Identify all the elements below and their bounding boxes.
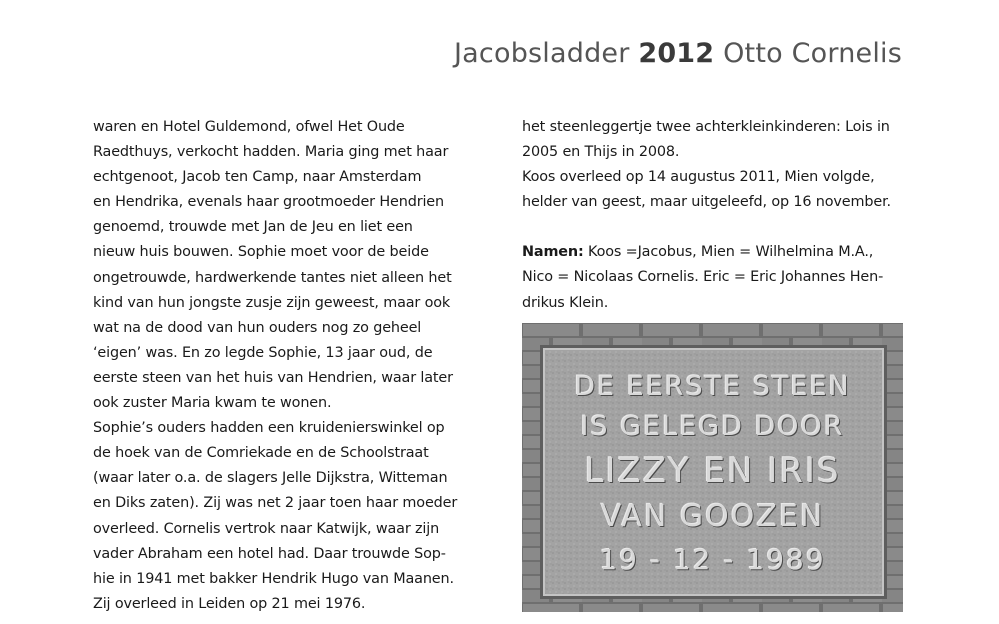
names-line: drikus Klein. [522, 294, 609, 311]
text-line: Sophie’s ouders hadden een kruidenierswinkel op [93, 420, 445, 437]
left-text-column [93, 115, 473, 617]
paragraph-gap [522, 215, 907, 240]
text-line: eerste steen van het huis van Hendrien, waar later [93, 369, 453, 386]
text-line: en Hendrika, evenals haar grootmoeder Hendrien [93, 194, 444, 211]
text-line: (waar later o.a. de slagers Jelle Dijkstra, Witteman [93, 470, 448, 487]
text-line: ook zuster Maria kwam te wonen. [93, 395, 332, 412]
names-label: Namen: [522, 244, 584, 261]
header-author: Otto Cornelis [723, 38, 902, 69]
stone-plaque-photo [522, 323, 903, 612]
text-line: Zij overleed in Leiden op 21 mei 1976. [93, 595, 366, 612]
text-line: waren en Hotel Guldemond, ofwel Het Oude [93, 119, 405, 135]
names-text: Koos =Jacobus, Mien = Wilhelmina M.A., [583, 244, 874, 261]
text-line: ‘eigen’ was. En zo legde Sophie, 13 jaar oud, de [93, 344, 433, 361]
text-line: ongetrouwde, hardwerkende tantes niet alleen het [93, 269, 452, 286]
inscription-line: VAN GOOZEN [600, 499, 825, 534]
text-line: de hoek van de Comriekade en de Schoolstraat [93, 445, 429, 462]
text-line: Raedthuys, verkocht hadden. Maria ging met haar [93, 144, 449, 161]
header-title: Jacobsladder [454, 38, 630, 69]
text-line: het steenleggertje twee achterkleinkinderen: Lois in [522, 119, 890, 135]
inscription-line: DE EERSTE STEEN [574, 371, 851, 402]
page-header [454, 38, 902, 69]
names-line [522, 240, 907, 265]
text-line: vader Abraham een hotel had. Daar trouwde Sop- [93, 545, 446, 562]
text-line: nieuw huis bouwen. Sophie moet voor de beide [93, 244, 429, 261]
header-year: 2012 [638, 38, 715, 69]
names-line: Nico = Nicolaas Cornelis. Eric = Eric Johannes Hen- [522, 269, 884, 286]
inscription-line: LIZZY EN IRIS [584, 451, 841, 491]
text-line: 2005 en Thijs in 2008. [522, 144, 680, 161]
text-line: Koos overleed op 14 augustus 2011, Mien volgde, [522, 169, 875, 186]
text-line: en Diks zaten). Zij was net 2 jaar toen haar moeder [93, 495, 458, 512]
inscription-line: IS GELEGD DOOR [580, 411, 845, 442]
text-line: wat na de dood van hun ouders nog zo geheel [93, 319, 422, 336]
text-line: kind van hun jongste zusje zijn geweest, maar ook [93, 294, 451, 311]
text-line: overleed. Cornelis vertrok naar Katwijk, waar zijn [93, 520, 440, 537]
text-line: genoemd, trouwde met Jan de Jeu en liet een [93, 219, 413, 236]
text-line: echtgenoot, Jacob ten Camp, naar Amsterdam [93, 169, 422, 186]
text-line: helder van geest, maar uitgeleefd, op 16 november. [522, 194, 891, 211]
inscription-line: 19 - 12 - 1989 [599, 543, 826, 576]
right-text-column [522, 115, 907, 316]
text-line: hie in 1941 met bakker Hendrik Hugo van Maanen. [93, 570, 454, 587]
